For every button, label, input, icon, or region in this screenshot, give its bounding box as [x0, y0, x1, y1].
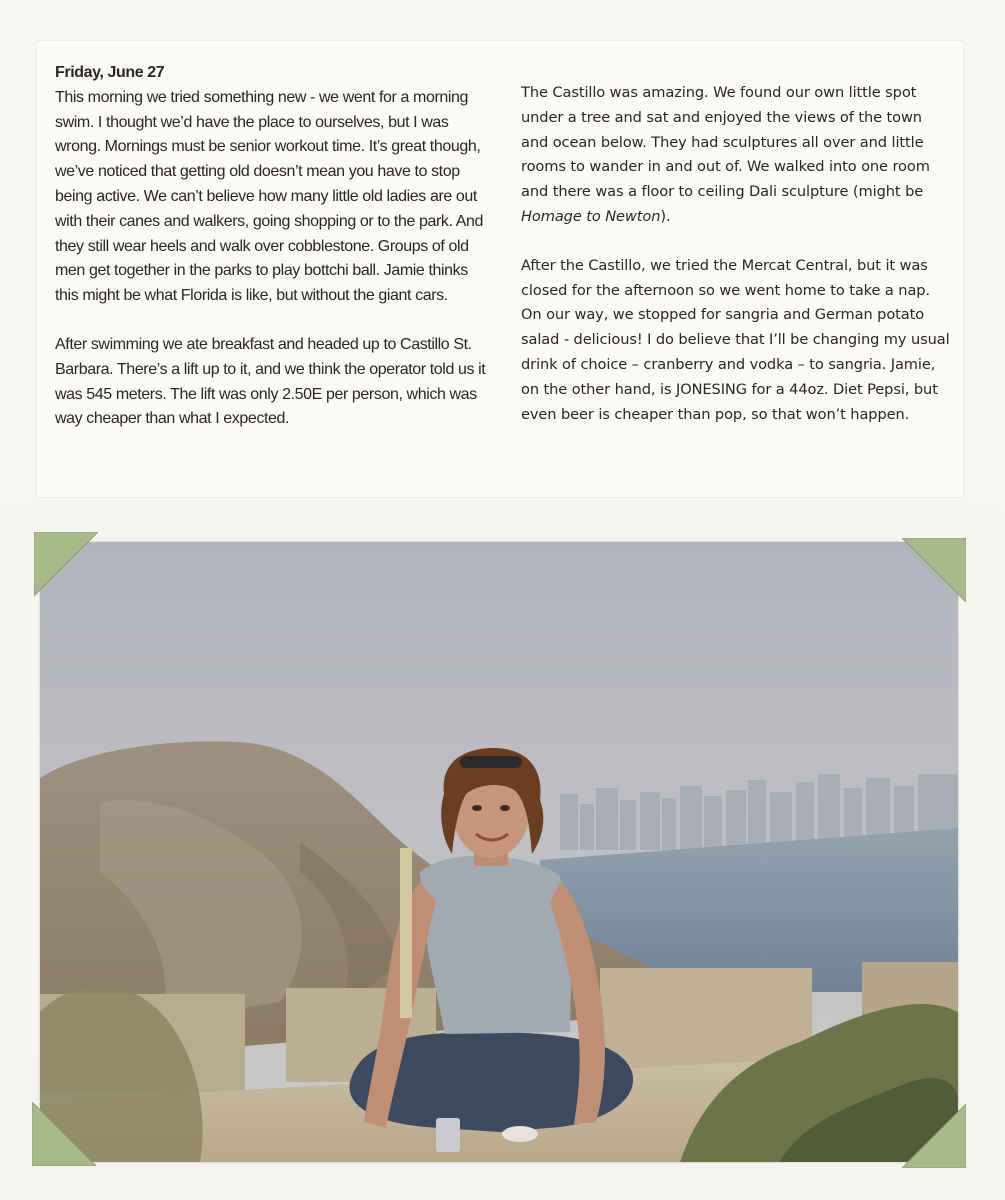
photo-corner-bottom-right — [902, 1104, 966, 1168]
sunglasses-icon — [460, 756, 522, 768]
journal-left-column — [55, 61, 495, 432]
castillo-text-end: ). — [660, 207, 671, 225]
drink-can — [436, 1118, 460, 1152]
castillo-text-start: The Castillo was amazing. We found our own little spot under a tree and sat and enjoyed the views of the town and ocean below. They had sculptures all over and little rooms to wander in and out of. We walked into one room and there was a floor to ceiling Dali sculpture (might be — [521, 84, 930, 201]
journal-text-card — [36, 40, 964, 498]
photo-illustration — [40, 542, 958, 1162]
journal-paragraph-castillo — [521, 81, 951, 230]
photo-corner-top-left — [34, 532, 98, 596]
photo-corner-bottom-left — [32, 1102, 96, 1166]
journal-paragraph-castillo-trip: After swimming we ate breakfast and headed up to Castillo St. Barbara. There’s a lift up to it, and we think the operator told us it was 545 meters. The lift was only 2.50E per person, which was way cheaper than what I expected. — [55, 335, 486, 428]
person-shirt — [420, 856, 572, 1034]
journal-paragraph-morning: This morning we tried something new - we went for a morning swim. I thought we’d have the place to ourselves, but I was wrong. Mornings must be senior workout time. It’s great though, we’ve noticed that getting old doesn’t mean you have to stop being active. We can’t believe how many little old ladies are out with their canes and walkers, going shopping or to the park. And they still wear heels and walk over cobblestone. Groups of old men get together in the parks to play bottchi ball. Jamie thinks this might be what Florida is like, but without the giant cars. — [55, 88, 484, 305]
journal-date: Friday, June 27 — [55, 64, 165, 81]
castillo-photo — [40, 542, 958, 1162]
journal-paragraph-afternoon: After the Castillo, we tried the Mercat Central, but it was closed for the afternoon so we went home to take a nap. On our way, we stopped for sangria and German potato salad - delicious! I do believe that I’ll be changing my usual drink of choice – cranberry and vodka – to sangria. Jamie, on the other hand, is JONESING for a 44oz. Diet Pepsi, but even beer is cheaper than pop, so that won’t happen. — [521, 256, 950, 423]
journal-right-column — [521, 81, 951, 427]
sculpture-title: Homage to Newton — [521, 207, 661, 225]
photo-corner-top-right — [902, 538, 966, 602]
